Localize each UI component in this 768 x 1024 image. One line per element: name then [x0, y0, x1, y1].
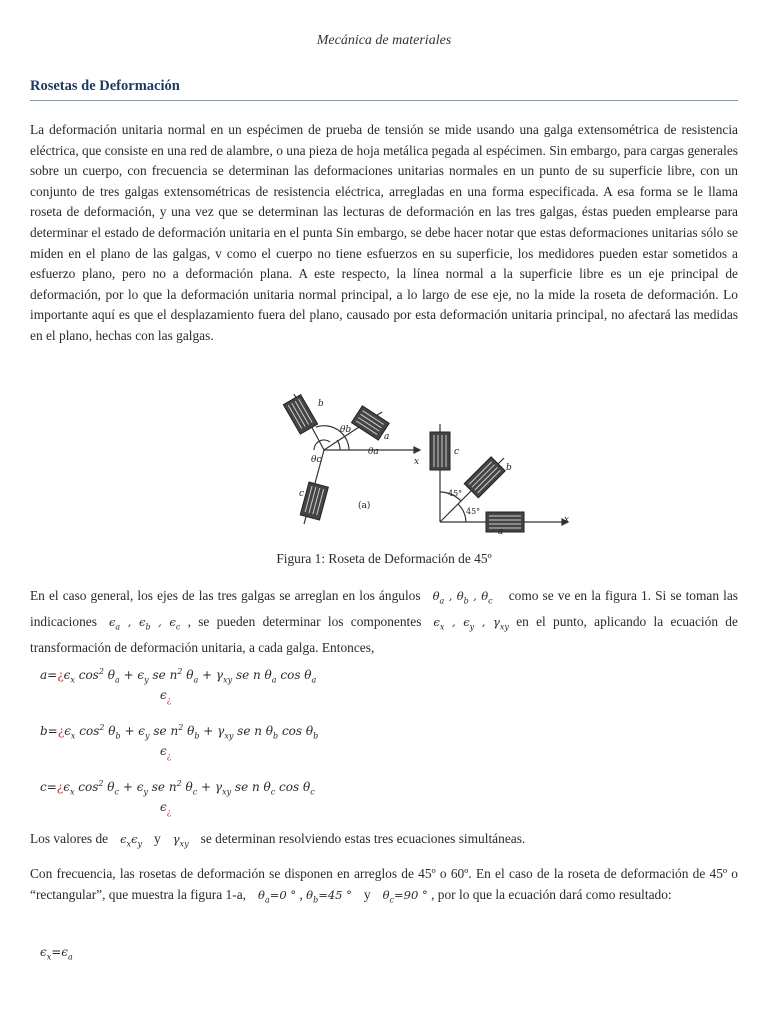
title-divider [30, 100, 738, 101]
p4-text-d: , por lo que la ecuación dará como resultado: [431, 886, 672, 902]
label-theta-a: θa [368, 447, 379, 457]
angle-label-2: 45° [466, 507, 481, 516]
equation-a: $a=¿\epsilon_x$ $\cos^2 \theta_a + \epsilon_y$ se $n^2$ $\theta_a + \gamma_{xy}$ se n $\theta_a$ $\cos \theta_a$ [40, 667, 317, 685]
rectangular-rosette-paragraph [30, 864, 738, 910]
epsilon-readings-math: $\epsilon_a$ , $\epsilon_b$ , $\epsilon_c$ [108, 614, 181, 632]
gamma-xy-math: $\gamma_{xy}$ [172, 832, 189, 849]
gauge-a2-icon [486, 512, 524, 532]
epsilon-xy-math: $\epsilon_x\epsilon_y$ [120, 832, 143, 849]
values-paragraph [30, 829, 738, 855]
p4-text-b: , [299, 886, 303, 902]
label-x2: x [564, 515, 570, 525]
running-header: Mecánica de materiales [316, 33, 452, 48]
equation-c-sub: $\epsilon_¿$ [160, 800, 172, 817]
equation-a-sub: $\epsilon_¿$ [160, 688, 172, 705]
p3-text-a: Los valores de [30, 831, 109, 846]
label-c2: c [454, 447, 460, 457]
p2-text-b: como se ve en la figura 1. Si se toman las indicaciones [30, 588, 739, 629]
label-theta-c: θc [311, 455, 322, 465]
label-panel-a: (a) [358, 501, 371, 511]
figure-caption: Figura 1: Roseta de Deformación de 45º [276, 551, 492, 566]
gauge-c2-icon [430, 432, 450, 470]
label-c: c [299, 489, 305, 499]
angle-label-1: 45° [448, 489, 463, 498]
theta-c-value-math: $\theta_c=90$ ° [382, 887, 428, 904]
label-x: x [414, 457, 420, 467]
p2-text-c: , se pueden determinar los componentes [187, 613, 422, 629]
theta-set-math: $\theta_a$ , $\theta_b$ , $\theta_c$ [432, 589, 493, 606]
theta-b-value-math: $\theta_b=45$ ° [306, 887, 352, 904]
equation-b-sub: $\epsilon_¿$ [160, 744, 172, 761]
label-b: b [318, 399, 324, 409]
p2-text-d: en el punto, aplicando la ecuación de transformación de deformación unitaria, a cada galga. Entonces, [30, 613, 738, 655]
gauge-c-icon [300, 482, 328, 520]
label-a2: a [498, 527, 504, 534]
intro-paragraph: La deformación unitaria normal en un espécimen de prueba de tensión se mide usando una galga extensométrica de resistencia eléctrica, que consiste en una red de alambre, o una pieza de hoja metálica pegada al espécimen. Sin embargo, para cargas generales sobre un cuerpo, con frecuencia se determinan las deformaciones unitarias normales en un punto de su superficie libre, con un conjunto de tres galgas extensométricas de resistencia eléctrica, arregladas en una forma especificada. A esa forma se le llama roseta de deformación, y una vez que se determinan las lecturas de deformación en las tres galgas, éstas pueden emplearse para determinar el estado de deformación unitaria en el punta Sin embargo, se debe hacer notar que estas deformaciones unitarias sólo se miden en el plano de las galgas, v como el cuerpo no tiene esfuerzos en su superficie, los medidores pueden estar sometidos a esfuerzo plano, pero no a deformación plana. A este respecto, la línea normal a la superficie libre es un eje principal de deformación, por lo que la deformación unitaria normal principal, a lo largo de ese eje, no la mide la roseta de deformación. Lo importante aquí es que el desplazamiento fuera del plano, causado por esta deformación unitaria principal, no afectará las medidas en el plano, hechas con las galgas. [30, 122, 738, 343]
p4-text-a: Con frecuencia, las rosetas de deformación se disponen en arreglos de 45º o 60º. En el caso de la roseta de deformación de 45º o “rectangular”, que muestra la figura 1-a, [30, 866, 738, 902]
label-theta-b: θb [340, 425, 352, 435]
equation-c: $c=¿\epsilon_x$ $\cos^2 \theta_c + \epsilon_y$ se $n^2$ $\theta_c + \gamma_{xy}$ se n $\theta_c$ $\cos \theta_c$ [40, 779, 315, 797]
theta-a-value-math: $\theta_a=0$ ° [258, 887, 297, 904]
strain-components-math: $\epsilon_x$ , $\epsilon_y$ , $\gamma_{xy}$ [433, 614, 509, 632]
rosette-figure [254, 384, 576, 534]
equation-b: $b=¿\epsilon_x$ $\cos^2 \theta_b + \epsilon_y$ se $n^2$ $\theta_b + \gamma_{xy}$ se n $\theta_b$ $\cos \theta_b$ [40, 723, 319, 741]
label-a: a [384, 432, 390, 442]
p2-text-a: En el caso general, los ejes de las tres galgas se arreglan en los ángulos [30, 588, 421, 603]
p3-text-c: se determinan resolviendo estas tres ecuaciones simultáneas. [200, 831, 526, 846]
label-b2: b [506, 463, 512, 473]
section-title: Rosetas de Deformación [30, 78, 180, 94]
p3-text-b: y [154, 831, 161, 846]
equation-result: $\epsilon_x=\epsilon_a$ [40, 945, 73, 962]
p4-text-c: y [363, 886, 371, 902]
general-case-paragraph [30, 586, 738, 658]
